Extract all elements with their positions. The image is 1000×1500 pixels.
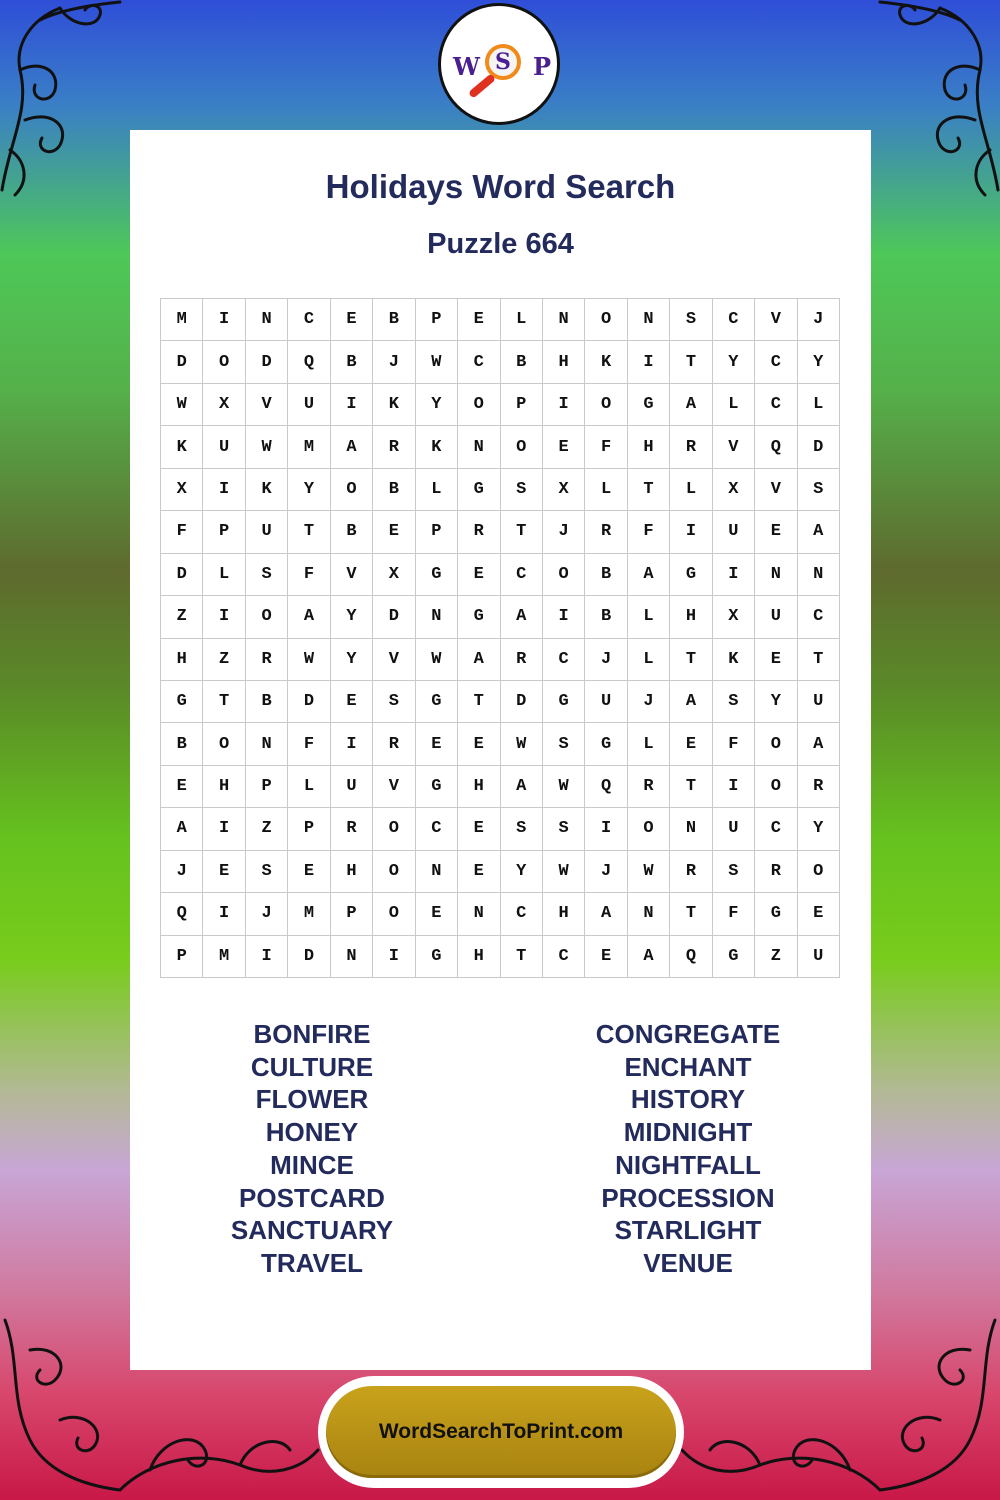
grid-cell[interactable]: O xyxy=(246,596,288,638)
grid-cell[interactable]: G xyxy=(543,681,585,723)
grid-cell[interactable]: N xyxy=(416,596,458,638)
grid-cell[interactable]: I xyxy=(713,554,755,596)
grid-cell[interactable]: E xyxy=(458,808,500,850)
grid-cell[interactable]: E xyxy=(458,299,500,341)
grid-cell[interactable]: W xyxy=(543,766,585,808)
grid-cell[interactable]: F xyxy=(713,723,755,765)
grid-cell[interactable]: Y xyxy=(713,341,755,383)
grid-cell[interactable]: G xyxy=(416,936,458,978)
grid-cell[interactable]: T xyxy=(670,639,712,681)
grid-cell[interactable]: V xyxy=(373,639,415,681)
grid-cell[interactable]: Y xyxy=(501,851,543,893)
grid-cell[interactable]: N xyxy=(331,936,373,978)
grid-cell[interactable]: L xyxy=(288,766,330,808)
grid-cell[interactable]: Q xyxy=(670,936,712,978)
grid-cell[interactable]: E xyxy=(755,511,797,553)
grid-cell[interactable]: D xyxy=(161,341,203,383)
grid-cell[interactable]: H xyxy=(543,893,585,935)
grid-cell[interactable]: O xyxy=(585,384,627,426)
grid-cell[interactable]: L xyxy=(628,639,670,681)
grid-cell[interactable]: G xyxy=(458,596,500,638)
grid-cell[interactable]: F xyxy=(161,511,203,553)
grid-cell[interactable]: B xyxy=(585,554,627,596)
grid-cell[interactable]: T xyxy=(203,681,245,723)
grid-cell[interactable]: U xyxy=(713,808,755,850)
grid-cell[interactable]: A xyxy=(458,639,500,681)
grid-cell[interactable]: N xyxy=(670,808,712,850)
word-list-item: MINCE xyxy=(270,1149,354,1180)
grid-cell[interactable]: B xyxy=(331,341,373,383)
grid-cell[interactable]: V xyxy=(755,299,797,341)
grid-cell[interactable]: R xyxy=(798,766,840,808)
grid-cell[interactable]: Y xyxy=(288,469,330,511)
grid-cell[interactable]: S xyxy=(713,681,755,723)
grid-cell[interactable]: A xyxy=(501,766,543,808)
grid-cell[interactable]: T xyxy=(501,511,543,553)
grid-cell[interactable]: A xyxy=(670,681,712,723)
grid-cell[interactable]: K xyxy=(416,426,458,468)
grid-cell[interactable]: O xyxy=(543,554,585,596)
puzzle-sheet xyxy=(130,130,871,1370)
grid-cell[interactable]: Y xyxy=(755,681,797,723)
grid-cell[interactable]: O xyxy=(373,851,415,893)
grid-cell[interactable]: J xyxy=(585,851,627,893)
grid-cell[interactable]: C xyxy=(755,808,797,850)
grid-cell[interactable]: D xyxy=(798,426,840,468)
grid-cell[interactable]: U xyxy=(798,681,840,723)
grid-cell[interactable]: O xyxy=(373,808,415,850)
grid-cell[interactable]: I xyxy=(203,893,245,935)
grid-cell[interactable]: A xyxy=(628,554,670,596)
grid-cell[interactable]: L xyxy=(416,469,458,511)
grid-cell[interactable]: K xyxy=(373,384,415,426)
grid-cell[interactable]: F xyxy=(713,893,755,935)
grid-cell[interactable]: W xyxy=(628,851,670,893)
grid-cell[interactable]: L xyxy=(670,469,712,511)
grid-cell[interactable]: C xyxy=(543,936,585,978)
grid-cell[interactable]: S xyxy=(501,808,543,850)
grid-cell[interactable]: W xyxy=(161,384,203,426)
grid-cell[interactable]: N xyxy=(416,851,458,893)
grid-cell[interactable]: S xyxy=(246,851,288,893)
grid-cell[interactable]: E xyxy=(331,299,373,341)
grid-cell[interactable]: A xyxy=(161,808,203,850)
grid-cell[interactable]: I xyxy=(585,808,627,850)
grid-cell[interactable]: R xyxy=(670,851,712,893)
grid-cell[interactable]: L xyxy=(585,469,627,511)
grid-cell[interactable]: G xyxy=(755,893,797,935)
grid-cell[interactable]: E xyxy=(755,639,797,681)
grid-cell[interactable]: Y xyxy=(331,596,373,638)
word-list-left xyxy=(162,1018,462,1280)
word-list-item: STARLIGHT xyxy=(614,1215,762,1246)
grid-cell[interactable]: Z xyxy=(161,596,203,638)
grid-cell[interactable]: I xyxy=(203,596,245,638)
grid-cell[interactable]: K xyxy=(161,426,203,468)
grid-cell[interactable]: I xyxy=(373,936,415,978)
grid-cell[interactable]: I xyxy=(203,808,245,850)
letter-grid xyxy=(160,298,840,978)
grid-cell[interactable]: W xyxy=(246,426,288,468)
grid-cell[interactable]: Z xyxy=(246,808,288,850)
grid-cell[interactable]: C xyxy=(501,893,543,935)
grid-cell[interactable]: C xyxy=(713,299,755,341)
grid-cell[interactable]: L xyxy=(628,723,670,765)
grid-cell[interactable]: G xyxy=(628,384,670,426)
puzzle-title: Holidays Word Search xyxy=(325,168,676,205)
grid-cell[interactable]: G xyxy=(585,723,627,765)
grid-cell[interactable]: H xyxy=(331,851,373,893)
grid-cell[interactable]: J xyxy=(543,511,585,553)
grid-cell[interactable]: P xyxy=(331,893,373,935)
grid-cell[interactable]: I xyxy=(203,469,245,511)
grid-cell[interactable]: R xyxy=(246,639,288,681)
grid-cell[interactable]: O xyxy=(585,299,627,341)
grid-cell[interactable]: B xyxy=(331,511,373,553)
grid-cell[interactable]: P xyxy=(203,511,245,553)
grid-cell[interactable]: T xyxy=(670,893,712,935)
grid-cell[interactable]: C xyxy=(416,808,458,850)
grid-cell[interactable]: D xyxy=(288,681,330,723)
grid-cell[interactable]: M xyxy=(288,426,330,468)
grid-cell[interactable]: T xyxy=(288,511,330,553)
grid-cell[interactable]: H xyxy=(203,766,245,808)
grid-cell[interactable]: W xyxy=(543,851,585,893)
grid-cell[interactable]: O xyxy=(331,469,373,511)
grid-cell[interactable]: M xyxy=(203,936,245,978)
grid-cell[interactable]: N xyxy=(246,723,288,765)
grid-cell[interactable]: N xyxy=(246,299,288,341)
grid-cell[interactable]: O xyxy=(458,384,500,426)
grid-cell[interactable]: H xyxy=(161,639,203,681)
grid-cell[interactable]: Y xyxy=(416,384,458,426)
grid-cell[interactable]: F xyxy=(288,554,330,596)
grid-cell[interactable]: D xyxy=(288,936,330,978)
word-list-item: VENUE xyxy=(643,1247,733,1278)
grid-cell[interactable]: F xyxy=(288,723,330,765)
grid-cell[interactable]: V xyxy=(755,469,797,511)
grid-cell[interactable]: F xyxy=(628,511,670,553)
word-list-item: TRAVEL xyxy=(260,1247,364,1278)
grid-cell[interactable]: O xyxy=(203,723,245,765)
grid-cell[interactable]: S xyxy=(543,723,585,765)
word-list-item: PROCESSION xyxy=(601,1182,775,1213)
grid-cell[interactable]: C xyxy=(543,639,585,681)
grid-cell[interactable]: J xyxy=(161,851,203,893)
grid-cell[interactable]: B xyxy=(161,723,203,765)
grid-cell[interactable]: E xyxy=(288,851,330,893)
grid-cell[interactable]: C xyxy=(501,554,543,596)
grid-cell[interactable]: N xyxy=(798,554,840,596)
grid-cell[interactable]: R xyxy=(458,511,500,553)
grid-cell[interactable]: R xyxy=(501,639,543,681)
logo-letter-p: P xyxy=(533,52,552,81)
grid-cell[interactable]: E xyxy=(203,851,245,893)
grid-cell[interactable]: I xyxy=(713,766,755,808)
grid-cell[interactable]: H xyxy=(458,766,500,808)
grid-cell[interactable]: B xyxy=(501,341,543,383)
grid-cell[interactable]: B xyxy=(373,299,415,341)
grid-cell[interactable]: E xyxy=(416,893,458,935)
grid-cell[interactable]: P xyxy=(161,936,203,978)
grid-cell[interactable]: R xyxy=(585,511,627,553)
grid-cell[interactable]: I xyxy=(246,936,288,978)
grid-cell[interactable]: T xyxy=(501,936,543,978)
grid-cell[interactable]: L xyxy=(713,384,755,426)
grid-cell[interactable]: K xyxy=(585,341,627,383)
grid-cell[interactable]: P xyxy=(501,384,543,426)
grid-cell[interactable]: X xyxy=(543,469,585,511)
grid-cell[interactable]: O xyxy=(755,766,797,808)
grid-cell[interactable]: T xyxy=(670,766,712,808)
grid-cell[interactable]: O xyxy=(203,341,245,383)
grid-cell[interactable]: I xyxy=(543,596,585,638)
grid-cell[interactable]: D xyxy=(246,341,288,383)
grid-cell[interactable]: C xyxy=(755,341,797,383)
grid-cell[interactable]: I xyxy=(331,384,373,426)
grid-cell[interactable]: E xyxy=(416,723,458,765)
grid-cell[interactable]: R xyxy=(373,426,415,468)
grid-cell[interactable]: W xyxy=(288,639,330,681)
grid-cell[interactable]: J xyxy=(628,681,670,723)
footer-badge xyxy=(318,1376,684,1488)
grid-cell[interactable]: D xyxy=(373,596,415,638)
grid-cell[interactable]: U xyxy=(798,936,840,978)
grid-cell[interactable]: R xyxy=(670,426,712,468)
grid-cell[interactable]: E xyxy=(670,723,712,765)
grid-cell[interactable]: K xyxy=(713,639,755,681)
grid-cell[interactable]: D xyxy=(501,681,543,723)
word-list-right xyxy=(538,1018,838,1280)
grid-cell[interactable]: W xyxy=(416,639,458,681)
word-list-item: CULTURE xyxy=(250,1051,374,1082)
grid-cell[interactable]: S xyxy=(501,469,543,511)
grid-cell[interactable]: E xyxy=(585,936,627,978)
wsp-logo xyxy=(438,3,560,125)
grid-cell[interactable]: G xyxy=(713,936,755,978)
grid-cell[interactable]: J xyxy=(246,893,288,935)
grid-cell[interactable]: Y xyxy=(798,341,840,383)
grid-cell[interactable]: R xyxy=(331,808,373,850)
grid-cell[interactable]: S xyxy=(798,469,840,511)
grid-cell[interactable]: O xyxy=(501,426,543,468)
grid-cell[interactable]: X xyxy=(373,554,415,596)
grid-cell[interactable]: B xyxy=(373,469,415,511)
grid-cell[interactable]: N xyxy=(458,893,500,935)
grid-cell[interactable]: J xyxy=(373,341,415,383)
grid-cell[interactable]: Y xyxy=(331,639,373,681)
grid-cell[interactable]: P xyxy=(416,511,458,553)
grid-cell[interactable]: V xyxy=(246,384,288,426)
grid-cell[interactable]: O xyxy=(373,893,415,935)
grid-cell[interactable]: Q xyxy=(585,766,627,808)
grid-cell[interactable]: S xyxy=(373,681,415,723)
grid-cell[interactable]: Z xyxy=(203,639,245,681)
grid-cell[interactable]: G xyxy=(161,681,203,723)
grid-cell[interactable]: B xyxy=(246,681,288,723)
grid-cell[interactable]: Q xyxy=(161,893,203,935)
grid-cell[interactable]: L xyxy=(203,554,245,596)
word-list-item: FLOWER xyxy=(255,1084,369,1115)
grid-cell[interactable]: E xyxy=(543,426,585,468)
grid-cell[interactable]: E xyxy=(458,851,500,893)
word-list-item: BONFIRE xyxy=(253,1019,371,1049)
grid-cell[interactable]: G xyxy=(416,766,458,808)
corner-ornament-top-left xyxy=(0,0,130,200)
grid-cell[interactable]: U xyxy=(246,511,288,553)
grid-cell[interactable]: S xyxy=(246,554,288,596)
grid-cell[interactable]: I xyxy=(203,299,245,341)
grid-cell[interactable]: S xyxy=(543,808,585,850)
grid-cell[interactable]: A xyxy=(288,596,330,638)
website-link[interactable]: WordSearchToPrint.com xyxy=(326,1386,676,1478)
grid-cell[interactable]: J xyxy=(798,299,840,341)
grid-cell[interactable]: J xyxy=(585,639,627,681)
grid-cell[interactable]: C xyxy=(288,299,330,341)
corner-ornament-top-right xyxy=(870,0,1000,200)
grid-cell[interactable]: V xyxy=(373,766,415,808)
grid-cell[interactable]: R xyxy=(755,851,797,893)
grid-cell[interactable]: F xyxy=(585,426,627,468)
grid-cell[interactable]: T xyxy=(798,639,840,681)
word-list-item: NIGHTFALL xyxy=(615,1149,761,1180)
grid-cell[interactable]: U xyxy=(585,681,627,723)
logo-letter-w: W xyxy=(453,52,480,81)
grid-cell[interactable]: O xyxy=(628,808,670,850)
word-list-item: HISTORY xyxy=(630,1084,746,1115)
grid-cell[interactable]: V xyxy=(331,554,373,596)
grid-cell[interactable]: D xyxy=(161,554,203,596)
grid-cell[interactable]: G xyxy=(670,554,712,596)
logo-letter-s: S xyxy=(485,44,521,80)
grid-cell[interactable]: E xyxy=(458,554,500,596)
grid-cell[interactable]: G xyxy=(416,681,458,723)
grid-cell[interactable]: I xyxy=(670,511,712,553)
grid-cell[interactable]: I xyxy=(331,723,373,765)
grid-cell[interactable]: C xyxy=(458,341,500,383)
grid-cell[interactable]: S xyxy=(713,851,755,893)
grid-cell[interactable]: M xyxy=(161,299,203,341)
grid-cell[interactable]: E xyxy=(458,723,500,765)
grid-cell[interactable]: A xyxy=(501,596,543,638)
grid-cell[interactable]: N xyxy=(628,893,670,935)
word-list-item: SANCTUARY xyxy=(230,1215,394,1246)
grid-cell[interactable]: U xyxy=(713,511,755,553)
grid-cell[interactable]: H xyxy=(670,596,712,638)
word-list-item: POSTCARD xyxy=(239,1182,385,1213)
grid-cell[interactable]: P xyxy=(416,299,458,341)
grid-cell[interactable]: I xyxy=(543,384,585,426)
word-list-item: ENCHANT xyxy=(624,1051,752,1082)
grid-cell[interactable]: I xyxy=(628,341,670,383)
grid-cell[interactable]: Q xyxy=(288,341,330,383)
grid-cell[interactable]: H xyxy=(628,426,670,468)
grid-cell[interactable]: L xyxy=(628,596,670,638)
word-list-item: MIDNIGHT xyxy=(623,1117,753,1148)
grid-cell[interactable]: X xyxy=(203,384,245,426)
grid-cell[interactable]: X xyxy=(713,596,755,638)
grid-cell[interactable]: O xyxy=(755,723,797,765)
grid-cell[interactable]: N xyxy=(628,299,670,341)
grid-cell[interactable]: E xyxy=(161,766,203,808)
word-list-item: HONEY xyxy=(265,1117,359,1148)
grid-cell[interactable]: R xyxy=(628,766,670,808)
grid-cell[interactable]: W xyxy=(416,341,458,383)
grid-cell[interactable]: O xyxy=(798,851,840,893)
grid-cell[interactable]: A xyxy=(798,511,840,553)
grid-cell[interactable]: A xyxy=(331,426,373,468)
grid-cell[interactable]: A xyxy=(628,936,670,978)
grid-cell[interactable]: U xyxy=(288,384,330,426)
grid-cell[interactable]: T xyxy=(628,469,670,511)
grid-cell[interactable]: N xyxy=(755,554,797,596)
grid-cell[interactable]: U xyxy=(331,766,373,808)
grid-cell[interactable]: V xyxy=(713,426,755,468)
puzzle-number: Puzzle 664 xyxy=(427,228,574,260)
grid-cell[interactable]: B xyxy=(585,596,627,638)
grid-cell[interactable]: C xyxy=(798,596,840,638)
grid-cell[interactable]: W xyxy=(501,723,543,765)
grid-cell[interactable]: U xyxy=(203,426,245,468)
grid-cell[interactable]: P xyxy=(246,766,288,808)
grid-cell[interactable]: P xyxy=(288,808,330,850)
grid-cell[interactable]: Y xyxy=(798,808,840,850)
grid-cell[interactable]: N xyxy=(543,299,585,341)
word-list-item: CONGREGATE xyxy=(595,1019,781,1049)
grid-cell[interactable]: E xyxy=(373,511,415,553)
grid-cell[interactable]: E xyxy=(331,681,373,723)
grid-cell[interactable]: Q xyxy=(755,426,797,468)
grid-cell[interactable]: H xyxy=(458,936,500,978)
grid-cell[interactable]: E xyxy=(798,893,840,935)
grid-cell[interactable]: G xyxy=(416,554,458,596)
grid-cell[interactable]: N xyxy=(458,426,500,468)
grid-cell[interactable]: Z xyxy=(755,936,797,978)
grid-cell[interactable]: T xyxy=(458,681,500,723)
grid-cell[interactable]: S xyxy=(670,299,712,341)
grid-cell[interactable]: C xyxy=(755,384,797,426)
grid-cell[interactable]: T xyxy=(670,341,712,383)
grid-cell[interactable]: L xyxy=(501,299,543,341)
grid-cell[interactable]: R xyxy=(373,723,415,765)
grid-cell[interactable]: X xyxy=(161,469,203,511)
grid-cell[interactable]: U xyxy=(755,596,797,638)
grid-cell[interactable]: X xyxy=(713,469,755,511)
grid-cell[interactable]: M xyxy=(288,893,330,935)
grid-cell[interactable]: A xyxy=(670,384,712,426)
grid-cell[interactable]: H xyxy=(543,341,585,383)
grid-cell[interactable]: A xyxy=(585,893,627,935)
grid-cell[interactable]: K xyxy=(246,469,288,511)
grid-cell[interactable]: G xyxy=(458,469,500,511)
grid-cell[interactable]: L xyxy=(798,384,840,426)
grid-cell[interactable]: A xyxy=(798,723,840,765)
